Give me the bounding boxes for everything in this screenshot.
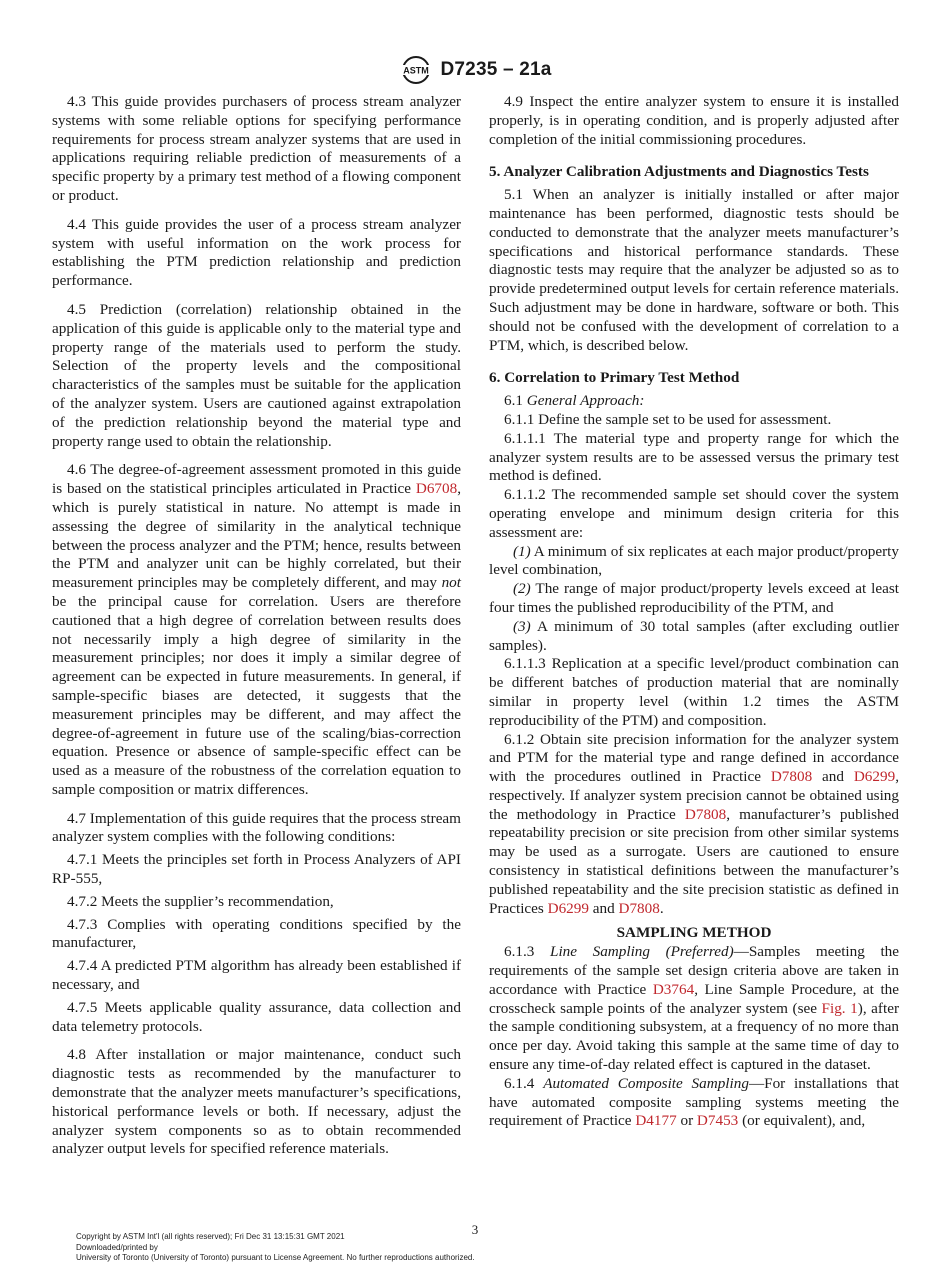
- link-d6299[interactable]: D6299: [547, 899, 589, 917]
- footer-line: Copyright by ASTM Int'l (all rights reserved); Fri Dec 31 13:15:31 GMT 2021: [76, 1232, 345, 1241]
- para-6-1: 6.1 General Approach:: [504, 392, 645, 410]
- para-4-7-3: 4.7.3 Complies with operating conditions specified by the manufacturer,: [52, 915, 461, 952]
- section-5-heading: 5. Analyzer Calibration Adjustments and Diagnostics Tests: [489, 163, 869, 181]
- para-6-1-2: 6.1.2 Obtain site precision information for the analyzer system and PTM for the material type and range defined in accordance with the procedures outlined in Practice D7808 and D6299, respectively. If analyzer system precision cannot be obtained using the methodology in Practice D7808, manufacturer’s published repeatability precision or site precision from other similar systems may be used as a surrogate. Users are cautioned to ensure consistency in statistical definitions between the manufacturer’s published repeatability and the site precision statistic as defined in Practices D6299 and D7808.: [489, 730, 899, 917]
- page-number: 3: [471, 1222, 479, 1237]
- link-d7453[interactable]: D7453: [696, 1112, 739, 1130]
- left-column: [52, 93, 461, 1159]
- list-item: (2) The range of major product/property levels exceed at least four times the published reproducibility of the PTM, and: [489, 580, 899, 616]
- para-4-9: 4.9 Inspect the entire analyzer system to ensure it is installed properly, is in operating condition, and is properly adjusted after completion of the initial commissioning procedures.: [489, 93, 899, 148]
- para-4-4: 4.4 This guide provides the user of a process stream analyzer system with useful information on the work process for establishing the PTM prediction relationship and prediction performance.: [52, 215, 461, 290]
- para-4-8: 4.8 After installation or major maintenance, conduct such diagnostic tests as recommended by the manufacturer to demonstrate that the analyzer meets manufacturer’s specifications, historical performance levels or both. If necessary, adjust the analyzer system components so as to obtain recommended analyzer output levels for specified reference materials.: [52, 1046, 461, 1158]
- para-6-1-1-3: 6.1.1.3 Replication at a specific level/product combination can be different batches of production material that are nominally similar in property level (within 1.2 times the ASTM reproducibility of the PTM) and composition.: [489, 655, 899, 729]
- link-d3764[interactable]: D3764: [652, 980, 695, 998]
- para-6-1-3: 6.1.3 Line Sampling (Preferred)—Samples meeting the requirements of the sample set design criteria above are taken in accordance with Practice D3764, Line Sample Procedure, at the crosscheck sample points of the analyzer system (see Fig. 1), after the sample conditioning subsystem, at a frequency of no more than once per day. Avoid taking this sample at the same time of day to ensure any time-of-day related effect is captured in the dataset.: [489, 943, 899, 1074]
- right-column: [489, 93, 899, 1131]
- link-d7808[interactable]: D7808: [684, 805, 727, 823]
- list-item: (1) A minimum of six replicates at each major product/property level combination,: [489, 542, 899, 579]
- link-d6708[interactable]: D6708: [415, 480, 458, 498]
- footer-line: Downloaded/printed by: [76, 1242, 158, 1252]
- sampling-method-heading: SAMPLING METHOD: [616, 924, 772, 942]
- copyright-footer: [76, 1232, 475, 1264]
- page-header: [0, 52, 950, 88]
- para-4-7: 4.7 Implementation of this guide requires that the process stream analyzer system complies with the following conditions:: [52, 809, 461, 846]
- section-6-heading: 6. Correlation to Primary Test Method: [489, 369, 740, 387]
- para-4-7-1: 4.7.1 Meets the principles set forth in Process Analyzers of API RP-555,: [52, 851, 461, 888]
- para-4-3: 4.3 This guide provides purchasers of process stream analyzer systems with some reliable options for specifying performance requirements for process stream analyzer systems that are used in applications requiring reliable prediction of measurements of a specific property by a primary test method of a flowing component or product.: [52, 93, 461, 204]
- designation: D7235 – 21a: [440, 59, 552, 80]
- footer-line: University of Toronto (University of Toronto) pursuant to License Agreement. No further reproductions authorized.: [76, 1253, 475, 1262]
- link-fig-1[interactable]: Fig. 1: [821, 999, 858, 1017]
- para-6-1-1: 6.1.1 Define the sample set to be used for assessment.: [504, 410, 832, 428]
- link-d4177[interactable]: D4177: [635, 1112, 677, 1130]
- link-d6299[interactable]: D6299: [853, 768, 896, 786]
- para-5-1: 5.1 When an analyzer is initially installed or after major maintenance has been performed, diagnostic tests should be conducted to demonstrate that the analyzer meets manufacturer’s specifications and historical performance standards. These diagnostic tests may require that the analyzer be adjusted so as to provide predetermined output levels for certain reference materials. Such adjustment may be done in hardware, software or both. This should not be confused with the development of correlation to a PTM, which, is described below.: [489, 186, 899, 354]
- para-6-1-1-2: 6.1.1.2 The recommended sample set should cover the system operating envelope and minimum design criteria for this assessment are:: [489, 486, 899, 541]
- svg-text:ASTM: ASTM: [403, 65, 430, 76]
- list-item: (3) A minimum of 30 total samples (after excluding outlier samples).: [489, 617, 899, 654]
- para-4-7-2: 4.7.2 Meets the supplier’s recommendation,: [67, 892, 334, 910]
- link-d7808[interactable]: D7808: [770, 768, 813, 786]
- para-4-7-5: 4.7.5 Meets applicable quality assurance, data collection and data telemetry protocols.: [52, 998, 461, 1035]
- para-6-1-1-1: 6.1.1.1 The material type and property range for which the analyzer system results are to be assessed versus the primary test method is defined.: [489, 429, 899, 485]
- para-4-7-4: 4.7.4 A predicted PTM algorithm has already been established if necessary, and: [52, 957, 461, 994]
- link-d7808[interactable]: D7808: [618, 899, 660, 917]
- para-4-5: 4.5 Prediction (correlation) relationship obtained in the application of this guide is applicable only to the material type and property range of the materials used to perform the study. Selection of the property levels and the compositional characteristics of the samples must be suitable for the application of the analyzer system. Users are cautioned against extrapolation of the prediction relationship beyond the material type and property range used to obtain the relationship.: [52, 300, 461, 450]
- para-6-1-4: 6.1.4 Automated Composite Sampling—For installations that have automated composite sampling systems meeting the requirement of Practice D4177 or D7453 (or equivalent), and,: [489, 1074, 899, 1130]
- para-4-6: 4.6 The degree-of-agreement assessment promoted in this guide is based on the statistical principles articulated in Practice D6708, which is purely statistical in nature. No attempt is made in assessing the degree of similarity in the analytical technique between the process analyzer and the PTM; hence, results between the PTM and analyzer unit can be highly correlated, but their measurement principles may be completely different, and may not be the principal cause for correlation. Users are therefore cautioned that a high degree of correlation between results does not necessarily imply a high degree of similarity in the measurement principles; nor does it imply a similar degree of agreement can be expected in future measurements. In general, if sample-specific biases are detected, it suggests that the measurement principles may be different, and may affect the degree-of-agreement in future use of the scaling/bias-correction equation. Presence or absence of sample-specific effect can be used as a measure of the robustness of the correlation equation to sample composition or matrix differences.: [52, 461, 461, 798]
- astm-logo-icon: [398, 54, 434, 86]
